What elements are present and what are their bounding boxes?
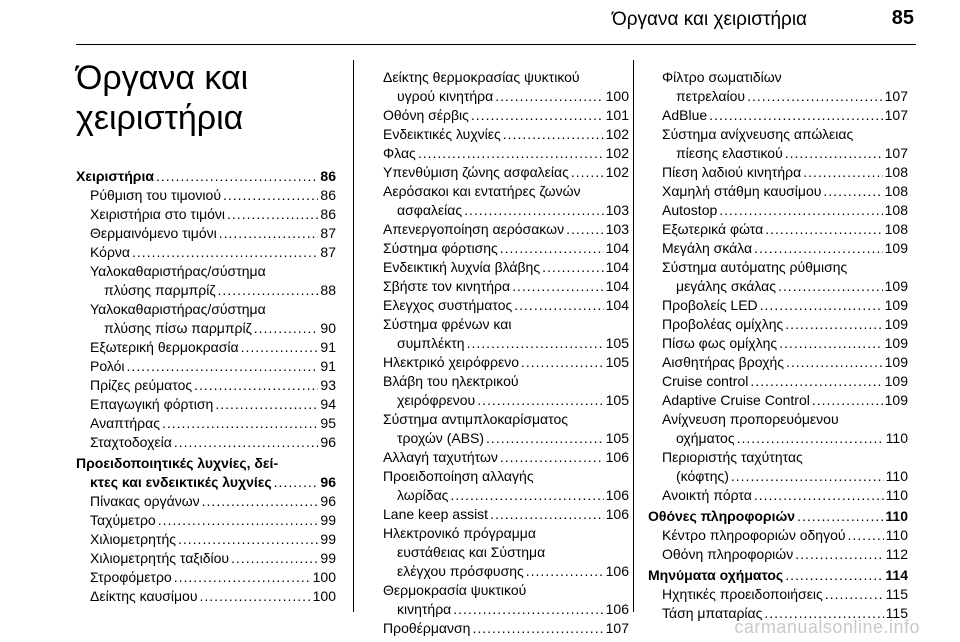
toc-entry[interactable]	[76, 433, 336, 452]
toc-leader-dots	[202, 492, 319, 511]
toc-entry-text: Προειδοποίηση αλλαγής	[383, 468, 534, 484]
toc-page-number: 107	[884, 88, 908, 104]
toc-entry[interactable]	[76, 549, 336, 568]
toc-leader-dots	[503, 125, 604, 144]
toc-entry-text: Τάση μπαταρίας	[662, 605, 763, 621]
toc-entry[interactable]	[648, 545, 908, 564]
toc-entry[interactable]	[369, 524, 629, 581]
toc-leader-dots	[709, 106, 882, 125]
page-header-title: Όργανα και χειριστήρια	[612, 9, 808, 30]
toc-entry[interactable]	[369, 239, 629, 258]
toc-page-number: 99	[320, 531, 336, 547]
toc-leader-dots	[848, 526, 884, 545]
toc-entry-text: ευστάθειας και Σύστημα	[397, 544, 546, 560]
toc-entry[interactable]	[369, 372, 629, 410]
toc-entry[interactable]	[648, 391, 908, 410]
toc-entry-text: Εξωτερική θερμοκρασία	[90, 339, 239, 355]
toc-page-number: 103	[605, 202, 629, 218]
toc-leader-dots	[223, 186, 318, 205]
toc-entry[interactable]	[369, 258, 629, 277]
toc-entry-text: Μεγάλη σκάλα	[662, 240, 753, 256]
toc-entry[interactable]	[648, 526, 908, 545]
toc-entry[interactable]	[369, 467, 629, 505]
toc-page-number: 102	[605, 126, 629, 142]
toc-page-number: 109	[884, 335, 908, 351]
toc-leader-dots	[779, 334, 882, 353]
toc-entry-text: πλύσης πίσω παρμπρίζ	[104, 320, 252, 336]
chapter-title-line: χειριστήρια	[76, 99, 244, 137]
toc-entry[interactable]	[369, 277, 629, 296]
toc-page-number: 87	[320, 244, 336, 260]
toc-entry[interactable]	[76, 568, 336, 587]
chapter-title-line: Όργανα και	[76, 59, 249, 97]
toc-entry-text: Ρύθμιση του τιμονιού	[90, 187, 221, 203]
toc-entry[interactable]	[76, 243, 336, 262]
toc-leader-dots	[778, 277, 883, 296]
toc-entry[interactable]	[76, 224, 336, 243]
toc-entry-text: Ενδεικτική λυχνία βλάβης	[383, 259, 541, 275]
toc-leader-dots	[254, 319, 319, 338]
toc-entry-text: χειρόφρενου	[397, 392, 476, 408]
toc-leader-dots	[200, 587, 311, 606]
toc-entry[interactable]	[648, 220, 908, 239]
toc-entry[interactable]	[648, 239, 908, 258]
toc-leader-dots	[174, 433, 319, 452]
toc-entry[interactable]	[369, 125, 629, 144]
toc-page-number: 112	[885, 546, 908, 562]
toc-entry-text: Αερόσακοι και εντατήρες ζωνών	[383, 183, 581, 199]
toc-entry-text: Ηλεκτρονικό πρόγραμμα	[383, 525, 536, 541]
toc-leader-dots	[500, 239, 604, 258]
toc-page-number: 106	[605, 506, 629, 522]
toc-entry[interactable]	[648, 163, 908, 182]
toc-entry[interactable]	[648, 125, 908, 163]
toc-entry-text: Ανίχνευση προπορευόμενου	[662, 411, 839, 427]
toc-page-number: 104	[605, 278, 629, 294]
toc-entry[interactable]	[369, 505, 629, 524]
toc-entry-text: Ηχητικές προειδοποιήσεις	[662, 586, 823, 602]
toc-leader-dots	[754, 486, 884, 505]
toc-page-number: 86	[320, 168, 336, 184]
toc-leader-dots	[521, 353, 604, 372]
toc-entry[interactable]	[76, 511, 336, 530]
toc-entry-text: Υαλοκαθαριστήρας/σύστημα	[90, 301, 266, 317]
toc-page-number: 100	[312, 569, 336, 585]
toc-entry[interactable]	[76, 395, 336, 414]
toc-leader-dots	[750, 372, 882, 391]
toc-page-number: 91	[320, 339, 336, 355]
toc-entry-text: οχήματος	[676, 430, 735, 446]
toc-page-number: 115	[885, 605, 908, 621]
toc-entry[interactable]	[76, 376, 336, 395]
toc-leader-dots	[786, 353, 883, 372]
toc-entry-text: Απενεργοποίηση αερόσακων	[383, 221, 565, 237]
toc-entry[interactable]	[369, 581, 629, 619]
toc-leader-dots	[785, 566, 883, 585]
toc-page-number: 110	[885, 527, 908, 543]
toc-leader-dots	[803, 163, 882, 182]
toc-page-number: 109	[884, 297, 908, 313]
toc-leader-dots	[219, 224, 319, 243]
toc-leader-dots	[500, 448, 604, 467]
toc-entry[interactable]	[369, 315, 629, 353]
toc-entry-text: Σύστημα αυτόματης ρύθμισης	[662, 259, 848, 275]
toc-page-number: 109	[884, 392, 908, 408]
toc-entry-text: Προθέρμανση	[383, 620, 471, 636]
toc-entry-text: Χιλιομετρητής	[90, 531, 176, 547]
toc-page-number: 106	[605, 487, 629, 503]
toc-entry[interactable]	[648, 334, 908, 353]
toc-page-number: 107	[884, 107, 908, 123]
toc-leader-dots	[823, 182, 882, 201]
toc-section-entry[interactable]	[648, 507, 908, 526]
toc-page-number: 105	[605, 354, 629, 370]
toc-leader-dots	[215, 395, 318, 414]
toc-leader-dots	[477, 391, 603, 410]
toc-entry[interactable]	[648, 106, 908, 125]
toc-entry-text: Σύστημα ανίχνευσης απώλειας	[662, 126, 854, 142]
toc-leader-dots	[785, 144, 883, 163]
toc-page-number: 110	[885, 468, 908, 484]
toc-entry[interactable]	[648, 410, 908, 448]
toc-page-number: 108	[884, 183, 908, 199]
toc-entry[interactable]	[76, 530, 336, 549]
toc-entry[interactable]	[369, 619, 629, 638]
watermark: carmanualsonline.info	[734, 617, 920, 637]
toc-entry[interactable]	[76, 357, 336, 376]
toc-page-number: 91	[320, 358, 336, 374]
toc-entry-text: Πίνακας οργάνων	[90, 493, 200, 509]
toc-entry[interactable]	[76, 414, 336, 433]
toc-leader-dots	[514, 296, 603, 315]
toc-entry-text: Θερμαινόμενο τιμόνι	[90, 225, 217, 241]
toc-column-left	[76, 167, 336, 606]
toc-leader-dots	[731, 467, 884, 486]
toc-entry-text: Κέντρο πληροφοριών οδηγού	[662, 527, 846, 543]
toc-entry-text: τροχών (ABS)	[397, 430, 485, 446]
toc-entry-text: Σταχτοδοχεία	[90, 434, 172, 450]
toc-leader-dots	[274, 473, 319, 492]
toc-entry-text: πίεσης ελαστικού	[676, 145, 783, 161]
toc-entry-text: Σβήστε τον κινητήρα	[383, 278, 511, 294]
toc-leader-dots	[812, 391, 883, 410]
toc-page-number: 107	[884, 145, 908, 161]
toc-entry[interactable]	[648, 585, 908, 604]
toc-entry[interactable]	[369, 220, 629, 239]
toc-entry[interactable]	[648, 486, 908, 505]
toc-page-number: 107	[605, 620, 629, 636]
toc-entry-text: Χειριστήρια στο τιμόνι	[90, 206, 226, 222]
toc-entry-text: Βλάβη του ηλεκτρικού	[383, 373, 519, 389]
toc-page-number: 93	[320, 377, 336, 393]
toc-page-number: 102	[605, 145, 629, 161]
toc-page-number: 100	[312, 588, 336, 604]
toc-entry-text: Οθόνη πληροφοριών	[662, 546, 794, 562]
toc-page-number: 105	[605, 392, 629, 408]
toc-entry-text: Φλας	[383, 145, 416, 161]
toc-section-entry[interactable]	[76, 454, 336, 492]
toc-entry-text: Σύστημα αντιμπλοκαρίσματος	[383, 411, 569, 427]
toc-leader-dots	[231, 549, 318, 568]
toc-entry-text: Οθόνες πληροφοριών	[648, 508, 796, 524]
toc-page-number: 103	[605, 221, 629, 237]
toc-entry[interactable]	[648, 353, 908, 372]
toc-entry-text: Cruise control	[662, 373, 749, 389]
toc-column-middle	[369, 68, 629, 638]
toc-leader-dots	[241, 338, 319, 357]
toc-leader-dots	[719, 201, 882, 220]
toc-entry-text: Αλλαγή ταχυτήτων	[383, 449, 498, 465]
toc-page-number: 86	[320, 206, 336, 222]
toc-entry[interactable]	[369, 353, 629, 372]
toc-entry[interactable]	[648, 296, 908, 315]
toc-page-number: 109	[884, 373, 908, 389]
toc-entry[interactable]	[369, 448, 629, 467]
toc-leader-dots	[464, 201, 604, 220]
toc-entry[interactable]	[648, 182, 908, 201]
toc-page-number: 110	[885, 430, 908, 446]
toc-entry-text: συμπλέκτη	[397, 335, 465, 351]
toc-entry[interactable]	[76, 492, 336, 511]
toc-leader-dots	[765, 220, 882, 239]
toc-entry-text: Ταχύμετρο	[90, 512, 156, 528]
toc-page-number: 109	[884, 354, 908, 370]
toc-entry-text: Δείκτης θερμοκρασίας ψυκτικού	[383, 69, 580, 85]
toc-page-number: 99	[320, 512, 336, 528]
toc-entry-text: Αισθητήρας βροχής	[662, 354, 784, 370]
toc-entry-text: Πίεση λαδιού κινητήρα	[662, 164, 802, 180]
toc-entry[interactable]	[369, 296, 629, 315]
toc-entry-text: ελέγχου πρόσφυσης	[397, 563, 524, 579]
toc-entry[interactable]	[369, 106, 629, 125]
toc-entry-text: (κόφτης)	[676, 468, 729, 484]
toc-page-number: 87	[320, 225, 336, 241]
toc-leader-dots	[158, 511, 319, 530]
toc-page-number: 104	[605, 259, 629, 275]
toc-leader-dots	[747, 87, 883, 106]
toc-leader-dots	[512, 277, 604, 296]
toc-entry-text: Αναπτήρας	[90, 415, 160, 431]
toc-entry-text: Προβολέας ομίχλης	[662, 316, 784, 332]
toc-entry[interactable]	[369, 182, 629, 220]
toc-entry[interactable]	[76, 262, 336, 300]
toc-entry-text: Επαγωγική φόρτιση	[90, 396, 214, 412]
toc-entry[interactable]	[76, 300, 336, 338]
toc-leader-dots	[797, 507, 883, 526]
toc-entry-text: Εξωτερικά φώτα	[662, 221, 764, 237]
toc-entry-text: Υπενθύμιση ζώνης ασφαλείας	[383, 164, 569, 180]
toc-section-entry[interactable]	[648, 566, 908, 585]
toc-page-number: 99	[320, 550, 336, 566]
toc-entry[interactable]	[648, 315, 908, 334]
toc-leader-dots	[785, 315, 882, 334]
toc-entry-text: Lane keep assist	[383, 506, 489, 522]
toc-leader-dots	[156, 167, 318, 186]
toc-entry-text: Μηνύματα οχήματος	[648, 567, 784, 583]
toc-leader-dots	[542, 258, 604, 277]
toc-leader-dots	[760, 296, 883, 315]
toc-leader-dots	[526, 562, 604, 581]
toc-entry[interactable]	[648, 448, 908, 486]
toc-entry-text: πετρελαίου	[676, 88, 746, 104]
toc-leader-dots	[571, 163, 604, 182]
toc-entry[interactable]	[369, 68, 629, 106]
toc-leader-dots	[218, 281, 319, 300]
toc-entry[interactable]	[76, 186, 336, 205]
toc-column-right	[648, 68, 908, 623]
toc-entry-text: Προειδοποιητικές λυχνίες, δεί-	[76, 455, 279, 471]
toc-entry-text: Δείκτης καυσίμου	[90, 588, 198, 604]
toc-page-number: 108	[884, 202, 908, 218]
toc-entry-text: πλύσης παρμπρίζ	[104, 282, 216, 298]
toc-leader-dots	[194, 376, 318, 395]
toc-entry[interactable]	[369, 144, 629, 163]
toc-page-number: 90	[320, 320, 336, 336]
toc-page-number: 104	[605, 297, 629, 313]
toc-entry-text: Σύστημα φόρτισης	[383, 240, 498, 256]
toc-section-entry[interactable]	[76, 167, 336, 186]
toc-leader-dots	[495, 87, 603, 106]
toc-page-number: 106	[605, 601, 629, 617]
toc-page-number: 110	[885, 487, 908, 503]
toc-entry-text: Χιλιομετρητής ταξιδίου	[90, 550, 230, 566]
toc-entry[interactable]	[76, 338, 336, 357]
toc-entry-text: Adaptive Cruise Control	[662, 392, 810, 408]
toc-leader-dots	[453, 600, 603, 619]
toc-entry-text: Στροφόμετρο	[90, 569, 172, 585]
toc-page-number: 102	[605, 164, 629, 180]
toc-page-number: 109	[884, 240, 908, 256]
toc-entry[interactable]	[648, 201, 908, 220]
toc-page-number: 105	[605, 335, 629, 351]
column-divider	[633, 60, 634, 612]
toc-page-number: 88	[320, 282, 336, 298]
toc-page-number: 96	[320, 493, 336, 509]
toc-entry-text: Προβολείς LED	[662, 297, 758, 313]
toc-page-number: 114	[885, 567, 908, 583]
toc-entry-text: Κόρνα	[90, 244, 131, 260]
toc-leader-dots	[162, 414, 318, 433]
toc-leader-dots	[486, 429, 604, 448]
toc-entry[interactable]	[76, 205, 336, 224]
toc-entry[interactable]	[648, 68, 908, 106]
toc-page-number: 108	[884, 164, 908, 180]
toc-page-number: 96	[320, 474, 336, 490]
page-number: 85	[891, 7, 914, 29]
header-rule	[76, 44, 916, 45]
toc-entry-text: Ενδεικτικές λυχνίες	[383, 126, 501, 142]
toc-leader-dots	[467, 334, 604, 353]
toc-page-number: 100	[605, 88, 629, 104]
toc-entry-text: Χαμηλή στάθμη καυσίμου	[662, 183, 822, 199]
toc-entry[interactable]	[369, 163, 629, 182]
toc-leader-dots	[178, 530, 318, 549]
toc-leader-dots	[418, 144, 604, 163]
toc-entry-text: Ανοικτή πόρτα	[662, 487, 752, 503]
toc-entry-text: AdBlue	[662, 107, 708, 123]
toc-page-number: 106	[605, 449, 629, 465]
toc-page-number: 105	[605, 430, 629, 446]
toc-entry-text: Σύστημα φρένων και	[383, 316, 512, 332]
toc-page-number: 86	[320, 187, 336, 203]
toc-entry-text: Πίσω φως ομίχλης	[662, 335, 778, 351]
toc-entry-text: κτες και ενδεικτικές λυχνίες	[90, 474, 272, 490]
toc-entry-text: Πρίζες ρεύματος	[90, 377, 193, 393]
toc-leader-dots	[825, 585, 884, 604]
toc-entry-text: Φίλτρο σωματιδίων	[662, 69, 782, 85]
toc-entry-text: Υαλοκαθαριστήρας/σύστημα	[90, 263, 266, 279]
toc-entry[interactable]	[648, 372, 908, 391]
toc-entry-text: Θερμοκρασία ψυκτικού	[383, 582, 527, 598]
column-divider	[353, 60, 354, 612]
toc-leader-dots	[737, 429, 884, 448]
toc-leader-dots	[132, 243, 318, 262]
toc-entry-text: μεγάλης σκάλας	[676, 278, 777, 294]
toc-page-number: 104	[605, 240, 629, 256]
toc-page-number: 108	[884, 221, 908, 237]
toc-entry-text: Autostop	[662, 202, 718, 218]
toc-page-number: 101	[605, 107, 629, 123]
toc-page-number: 106	[605, 563, 629, 579]
toc-entry-text: Χειριστήρια	[76, 168, 154, 184]
toc-leader-dots	[174, 568, 311, 587]
toc-entry-text: Ελεγχος συστήματος	[383, 297, 513, 313]
toc-entry-text: ασφαλείας	[397, 202, 463, 218]
toc-entry-text: κινητήρα	[397, 601, 452, 617]
toc-entry[interactable]	[648, 258, 908, 296]
toc-entry-text: Ηλεκτρικό χειρόφρενο	[383, 354, 519, 370]
toc-leader-dots	[227, 205, 318, 224]
toc-leader-dots	[450, 486, 603, 505]
toc-page-number: 115	[885, 586, 908, 602]
toc-entry-text: λωρίδας	[397, 487, 449, 503]
toc-leader-dots	[795, 545, 883, 564]
toc-entry-text: υγρού κινητήρα	[397, 88, 494, 104]
toc-leader-dots	[127, 357, 319, 376]
toc-leader-dots	[754, 239, 883, 258]
toc-leader-dots	[566, 220, 604, 239]
toc-page-number: 109	[884, 278, 908, 294]
toc-entry-text: Ρολόι	[90, 358, 125, 374]
toc-page-number: 94	[320, 396, 336, 412]
toc-leader-dots	[472, 619, 603, 638]
toc-leader-dots	[490, 505, 604, 524]
toc-entry[interactable]	[76, 587, 336, 606]
toc-page-number: 95	[320, 415, 336, 431]
toc-leader-dots	[471, 106, 604, 125]
toc-page-number: 96	[320, 434, 336, 450]
toc-entry[interactable]	[369, 410, 629, 448]
toc-page-number: 109	[884, 316, 908, 332]
toc-entry-text: Οθόνη σέρβις	[383, 107, 469, 123]
chapter-title	[76, 58, 336, 138]
toc-page-number: 110	[885, 508, 908, 524]
toc-entry-text: Περιοριστής ταχύτητας	[662, 449, 803, 465]
